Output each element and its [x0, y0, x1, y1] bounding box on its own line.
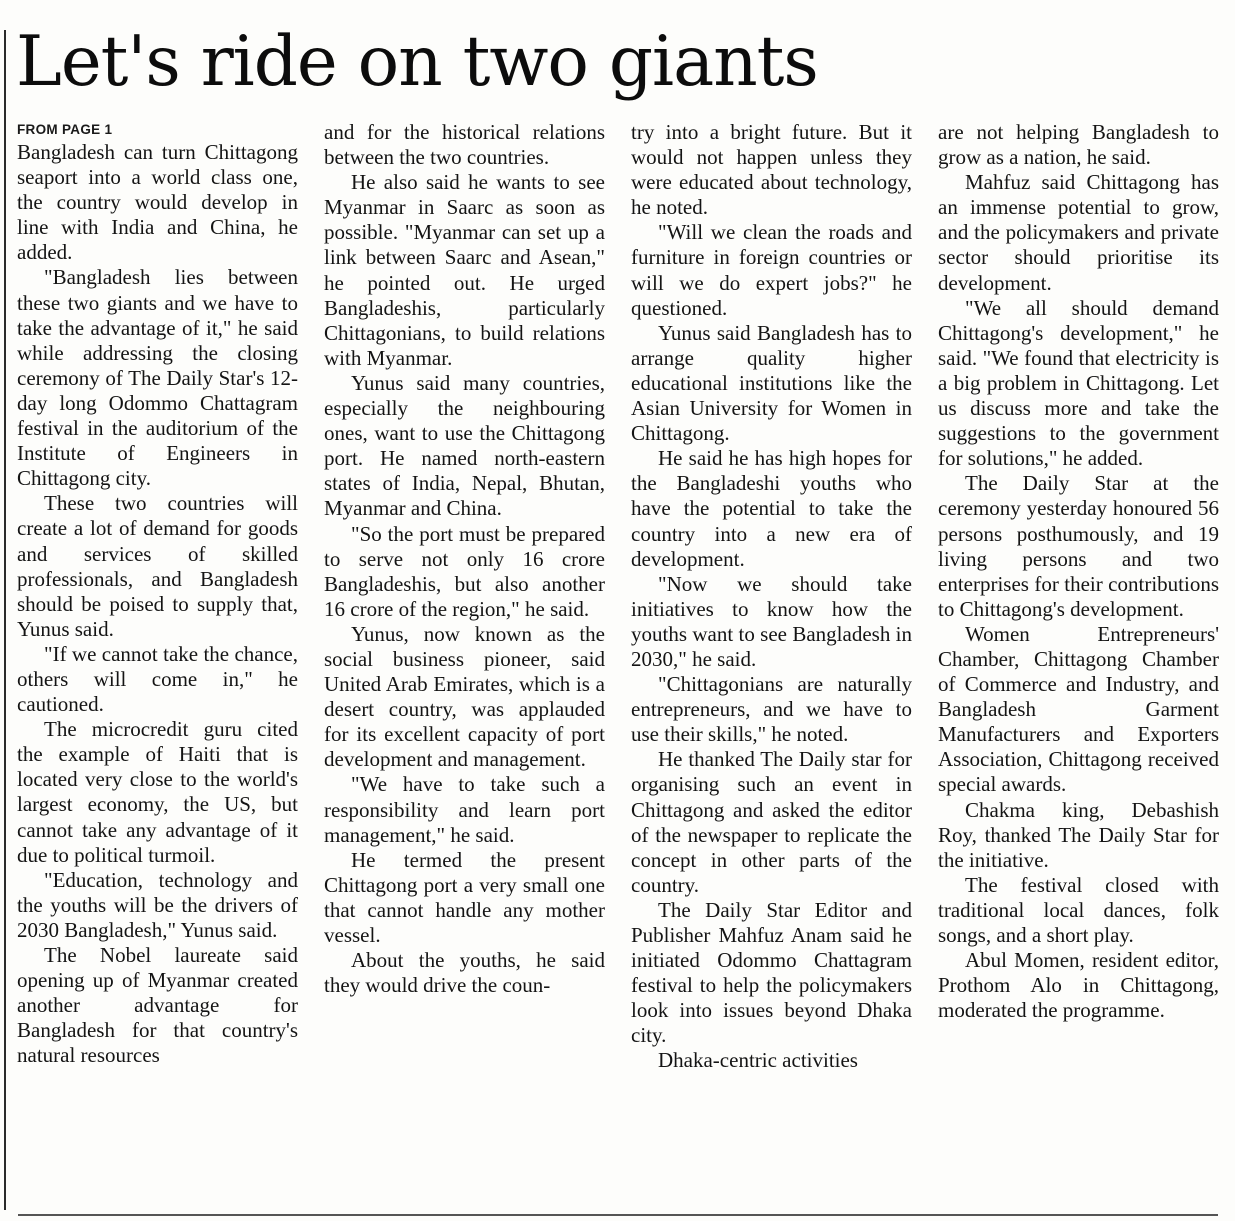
- paragraph: He also said he wants to see Myanmar in Saarc as soon as possible. "Myanmar can set up a link between Saarc and Asean," he pointed out. He urged Bangladeshis, particularly Chittagonians, to build relations with Myanmar.: [324, 170, 605, 370]
- paragraph: Women Entrepreneurs' Chamber, Chittagong Chamber of Commerce and Industry, and Bangladesh Garment Manufacturers and Exporters Association, Chittagong received special awards.: [938, 621, 1219, 797]
- article-column-3: [631, 120, 912, 1205]
- paragraph: Abul Momen, resident editor, Prothom Alo in Chittagong, moderated the programme.: [938, 948, 1219, 1023]
- paragraph: "Will we clean the roads and furniture in foreign countries or will we do expert jobs?" he questioned.: [631, 220, 912, 320]
- paragraph: "We have to take such a responsibility and learn port management," he said.: [324, 772, 605, 847]
- left-column-rule: [4, 30, 6, 1210]
- article-body: [17, 120, 1219, 1205]
- paragraph: The festival closed with traditional local dances, folk songs, and a short play.: [938, 872, 1219, 947]
- paragraph: "Now we should take initiatives to know how the youths want to see Bangladesh in 2030," he said.: [631, 571, 912, 671]
- paragraph: The Daily Star Editor and Publisher Mahfuz Anam said he initiated Odommo Chattagram festival to help the policymakers look into issues beyond Dhaka city.: [631, 897, 912, 1048]
- paragraph: These two countries will create a lot of demand for goods and services of skilled professionals, and Bangladesh should be poised to supply that, Yunus said.: [17, 491, 298, 641]
- article-column-1: [17, 120, 298, 1205]
- article-column-4: [938, 120, 1219, 1205]
- paragraph: The Daily Star at the ceremony yesterday honoured 56 persons posthumously, and 19 living persons and two enterprises for their contributions to Chittagong's development.: [938, 471, 1219, 621]
- paragraph: Yunus said Bangladesh has to arrange quality higher educational institutions like the Asian University for Women in Chittagong.: [631, 320, 912, 446]
- paragraph: He thanked The Daily star for organising such an event in Chittagong and asked the editor of the newspaper to replicate the concept in other parts of the country.: [631, 747, 912, 897]
- paragraph: "Bangladesh lies between these two giants and we have to take the advantage of it," he said while addressing the closing ceremony of The Daily Star's 12-day long Odommo Chattagram festival in the auditorium of the Institute of Engineers in Chittagong city.: [17, 265, 298, 491]
- paragraph: Mahfuz said Chittagong has an immense potential to grow, and the policymakers and private sector should prioritise its development.: [938, 170, 1219, 295]
- paragraph: Chakma king, Debashish Roy, thanked The Daily Star for the initiative.: [938, 797, 1219, 872]
- paragraph: "If we cannot take the chance, others will come in," he cautioned.: [17, 641, 298, 717]
- paragraph: Yunus, now known as the social business pioneer, said United Arab Emirates, which is a desert country, was applauded for its excellent capacity of port development and management.: [324, 621, 605, 772]
- paragraph: He termed the present Chittagong port a very small one that cannot handle any mother vessel.: [324, 847, 605, 947]
- paragraph: "Education, technology and the youths will be the drivers of 2030 Bangladesh," Yunus said.: [17, 867, 298, 942]
- bottom-rule: [18, 1214, 1218, 1216]
- paragraph: Yunus said many countries, especially the neighbouring ones, want to use the Chittagong port. He named north-eastern states of India, Nepal, Bhutan, Myanmar and China.: [324, 370, 605, 521]
- paragraph: About the youths, he said they would drive the coun-: [324, 948, 605, 998]
- kicker-from-page: FROM PAGE 1: [17, 122, 113, 137]
- paragraph: "Chittagonians are naturally entrepreneurs, and we have to use their skills," he noted.: [631, 672, 912, 747]
- paragraph: try into a bright future. But it would not happen unless they were educated about technology, he noted.: [631, 120, 912, 220]
- paragraph: "We all should demand Chittagong's development," he said. "We found that electricity is a big problem in Chittagong. Let us discuss more and take the suggestions to the government for solutions," he added.: [938, 295, 1219, 471]
- paragraph: are not helping Bangladesh to grow as a nation, he said.: [938, 120, 1219, 170]
- paragraph: Bangladesh can turn Chittagong seaport into a world class one, the country would develop in line with India and China, he added.: [17, 140, 298, 265]
- paragraph: The Nobel laureate said opening up of Myanmar created another advantage for Bangladesh for that country's natural resources: [17, 943, 298, 1068]
- paragraph: Dhaka-centric activities: [658, 1048, 858, 1073]
- paragraph: and for the historical relations between the two countries.: [324, 120, 605, 170]
- article-column-2: [324, 120, 605, 1205]
- paragraph: "So the port must be prepared to serve not only 16 crore Bangladeshis, but also another 16 crore of the region," he said.: [324, 521, 605, 621]
- paragraph: He said he has high hopes for the Bangladeshi youths who have the potential to take the country into a new era of development.: [631, 446, 912, 571]
- headline: Let's ride on two giants: [16, 22, 818, 102]
- paragraph: The microcredit guru cited the example of Haiti that is located very close to the world's largest economy, the US, but cannot take any advantage of it due to political turmoil.: [17, 717, 298, 867]
